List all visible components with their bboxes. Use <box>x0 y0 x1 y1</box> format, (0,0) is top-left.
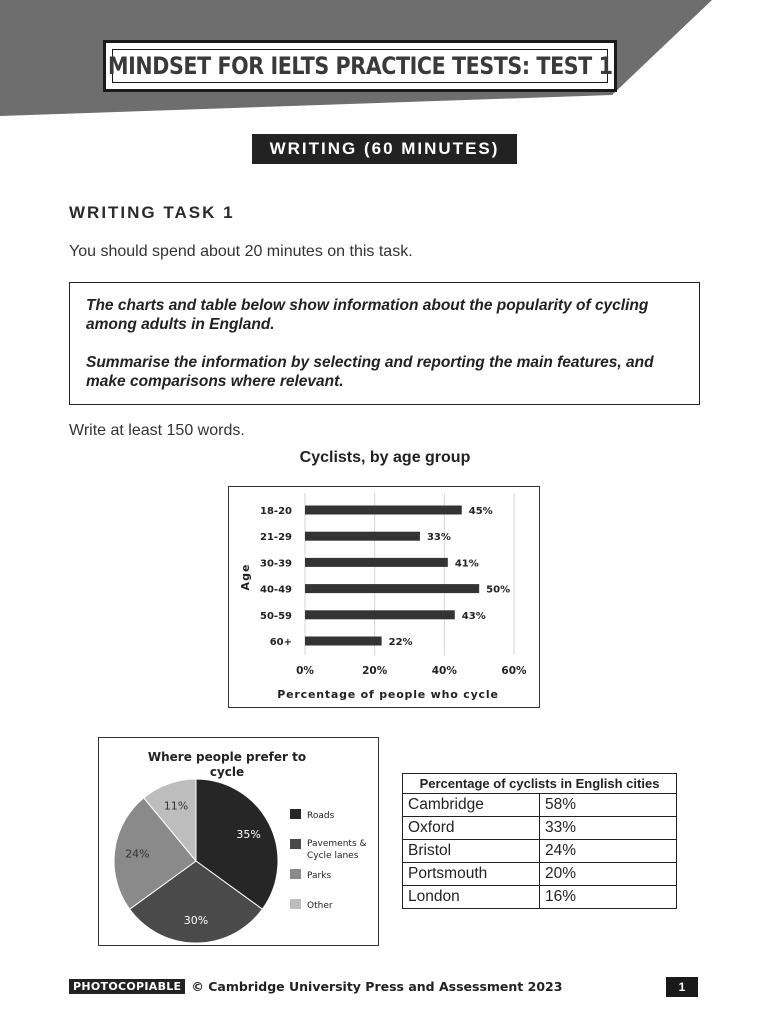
table-row <box>403 840 677 863</box>
x-tick-label: 20% <box>362 665 388 677</box>
y-tick-label: 50-59 <box>260 610 292 622</box>
pie-value-label: 24% <box>125 847 150 861</box>
bar <box>305 558 448 567</box>
x-tick-label: 40% <box>431 665 457 677</box>
city-percentage-cell: 33% <box>540 817 677 840</box>
x-axis-label: Percentage of people who cycle <box>277 688 499 701</box>
legend-swatch <box>290 899 301 909</box>
legend-swatch <box>290 809 301 819</box>
legend-label: Parks <box>307 871 332 881</box>
photocopiable-badge: PHOTOCOPIABLE <box>69 979 185 994</box>
city-name-cell: London <box>403 886 540 909</box>
x-tick-label: 60% <box>501 665 527 677</box>
bar-chart <box>229 487 538 706</box>
y-tick-label: 40-49 <box>260 584 292 596</box>
y-axis-label: Age <box>239 563 252 591</box>
legend-label: Other <box>307 901 333 911</box>
y-tick-label: 60+ <box>269 637 292 648</box>
pie-value-label: 11% <box>163 799 189 813</box>
legend-swatch <box>290 869 301 879</box>
city-name-cell: Portsmouth <box>403 863 540 886</box>
bar-value-label: 33% <box>426 532 451 544</box>
city-percentage-cell: 16% <box>540 886 677 909</box>
y-tick-label: 21-29 <box>260 532 292 544</box>
task-prompt-box <box>69 282 700 405</box>
pie-chart <box>99 738 377 944</box>
table-row <box>403 863 677 886</box>
legend-label: Roads <box>307 811 335 821</box>
legend-label-line-1: Pavements & <box>307 839 367 849</box>
city-percentage-cell: 24% <box>540 840 677 863</box>
table-row <box>403 886 677 909</box>
x-tick-label: 0% <box>296 665 314 677</box>
city-name-cell: Bristol <box>403 840 540 863</box>
task-heading: WRITING TASK 1 <box>69 203 235 222</box>
city-name-cell: Oxford <box>403 817 540 840</box>
city-percentage-cell: 58% <box>540 794 677 817</box>
time-instruction: You should spend about 20 minutes on this task. <box>69 243 413 260</box>
bar <box>305 532 420 541</box>
bar-chart-title: Cyclists, by age group <box>299 449 471 466</box>
footer <box>69 979 562 994</box>
pie-title-line-2: cycle <box>209 765 245 779</box>
y-tick-label: 18-20 <box>260 506 292 517</box>
bar <box>305 584 479 593</box>
table-body <box>403 794 677 909</box>
city-name-cell: Cambridge <box>403 794 540 817</box>
section-heading: WRITING (60 MINUTES) <box>252 134 517 164</box>
pie-value-label: 30% <box>183 914 209 928</box>
prompt-instruction: Summarise the information by selecting and reporting the main features, and make comparisons where relevant. <box>86 354 654 390</box>
page-title: MINDSET FOR IELTS PRACTICE TESTS: TEST 1 <box>107 52 613 80</box>
prompt-description: The charts and table below show information about the popularity of cycling among adults in England. <box>86 297 649 333</box>
table-title: Percentage of cyclists in English cities <box>403 774 677 794</box>
word-count-instruction: Write at least 150 words. <box>69 422 245 439</box>
bar <box>305 506 462 515</box>
y-tick-label: 30-39 <box>260 558 292 570</box>
table-row <box>403 794 677 817</box>
city-percentage-cell: 20% <box>540 863 677 886</box>
bar-value-label: 43% <box>461 610 486 622</box>
cities-table <box>402 773 677 909</box>
pie-title-line-1: Where people prefer to <box>147 750 307 764</box>
bar-chart-frame <box>228 486 540 708</box>
page-number: 1 <box>666 977 698 997</box>
bar-value-label: 45% <box>468 506 493 517</box>
bar-value-label: 50% <box>486 584 511 596</box>
pie-value-label: 35% <box>236 828 261 842</box>
bar-value-label: 22% <box>388 637 413 648</box>
legend-label-line-2: Cycle lanes <box>307 851 359 861</box>
bar <box>305 637 382 646</box>
legend-swatch <box>290 839 301 849</box>
page-title-box <box>103 40 617 92</box>
bar <box>305 610 455 619</box>
copyright-text: © Cambridge University Press and Assessment 2023 <box>191 979 563 994</box>
pie-chart-frame <box>98 737 379 946</box>
bar-value-label: 41% <box>454 558 479 570</box>
table-row <box>403 817 677 840</box>
